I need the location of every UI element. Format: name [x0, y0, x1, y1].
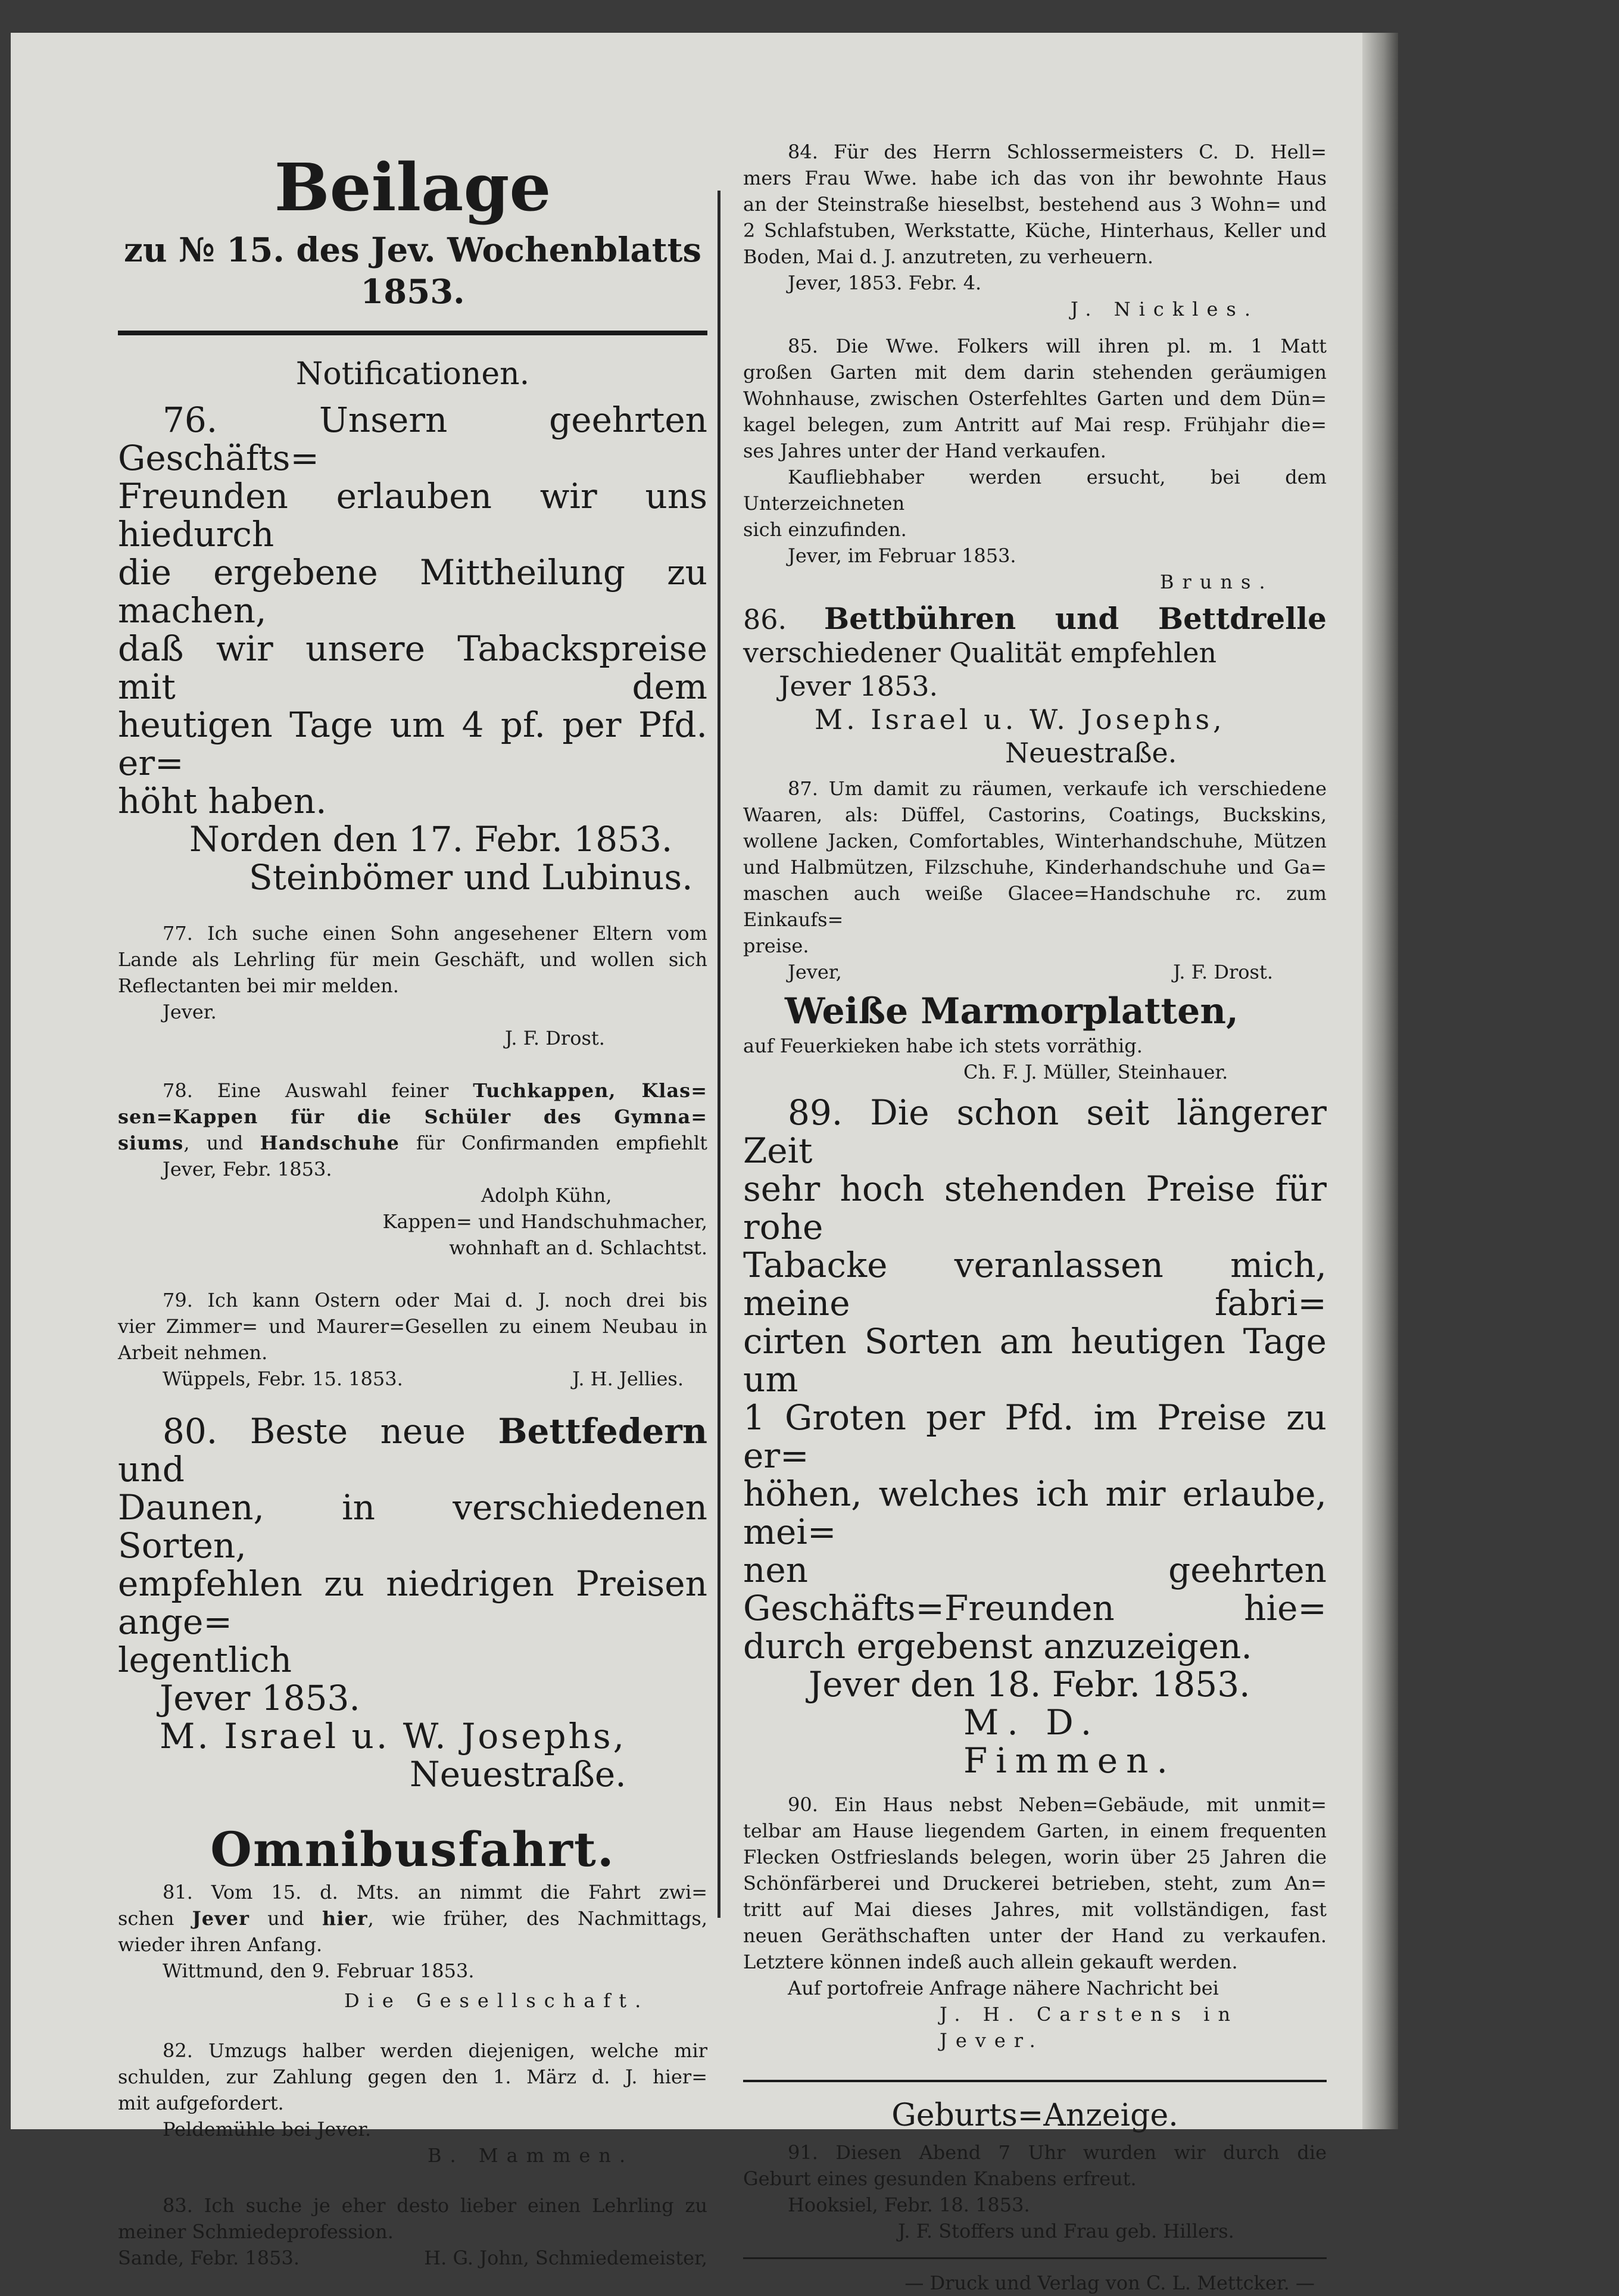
notice-80: 80. Beste neue Bettfedern und Daunen, in verschiedenen Sorten, empfehlen zu niedrigen Preisen ange= legentlich Jever 1853. M. Israel u. W. Josephs, Neuestraße.	[118, 1411, 707, 1795]
birth-rule	[743, 2080, 1327, 2082]
notice-85-signer: Bruns.	[1160, 571, 1274, 593]
right-column	[743, 33, 1327, 2296]
supplement-title: Beilage	[274, 149, 551, 226]
notice-76-signer: Steinbömer und Lubinus.	[249, 857, 693, 898]
notice-82: 82. Umzugs halber werden diejenigen, welche mir schulden, zur Zahlung gegen den 1. März d. J. hier= mit aufgefordert. Peldemühle bei Jever. B. Mammen.	[118, 2038, 707, 2169]
notice-87: 87. Um damit zu räumen, verkaufe ich verschiedene Waaren, als: Düffel, Castorins, Coatings, Buckskins, wollene Jacken, Comfortables, Winterhandschuhe, Mützen und Halbmützen, Filzschuhe, Kinderhandschuhe und Ga= maschen auch weiße Glacee=Handschuhe rc. zum Einkaufs= preise. Jever, J. F. Drost.	[743, 777, 1327, 983]
birth-heading: Geburts=Anzeige.	[891, 2098, 1178, 2133]
notice-84-signer: J. Nickles.	[1071, 298, 1259, 320]
notice-76-place: Norden den 17. Febr. 1853.	[189, 819, 673, 859]
notice-83: 83. Ich suche je eher desto lieber einen Lehrling zu meiner Schmiedeprofession. Sande, Febr. 1853. H. G. John, Schmiedemeister,	[118, 2194, 707, 2269]
notice-77: 77. Ich suche einen Sohn angesehener Eltern vom Lande als Lehrling für mein Geschäft, und wollen sich Reflectanten bei mir melden. Jever. J. F. Drost.	[118, 920, 707, 1051]
column-divider	[718, 191, 720, 1918]
header-rule	[118, 331, 707, 335]
omnibus-heading: Omnibusfahrt.	[210, 1821, 615, 1877]
notice-85: 85. Die Wwe. Folkers will ihren pl. m. 1 Matt großen Garten mit dem darin stehenden geräumigen Wohnhause, zwischen Osterfehltes Garten und dem Dün= kagel belegen, zum Antritt auf Mai resp. Frühjahr die= ses Jahres unter der Hand verkaufen. Kaufliebhaber werden ersucht, bei dem Unterzeichneten sich einzufinden. Jever, im Februar 1853. Bruns.	[743, 333, 1327, 595]
notice-89-signer: M. D. Fimmen.	[963, 1702, 1176, 1781]
notice-82-signer: B. Mammen.	[428, 2144, 634, 2167]
omnibus-signer: Die Gesellschaft.	[344, 1989, 650, 2012]
supplement-subtitle: zu № 15. des Jev. Wochenblatts 1853.	[124, 230, 701, 311]
notice-81: 81. Vom 15. d. Mts. an nimmt die Fahrt zwi= schen Jever und hier, wie früher, des Nachmittags, wieder ihren Anfang. Wittmund, den 9. Februar 1853. Die Gesellschaft.	[118, 1879, 707, 2014]
left-column	[118, 33, 707, 2271]
notice-78: 78. Eine Auswahl feiner Tuchkappen, Klas= sen=Kappen für die Schüler des Gymna= siums, und Handschuhe für Confirmanden empfiehlt Jever, Febr. 1853. Adolph Kühn, Kappen= und Handschuhmacher, wohnhaft an d. Schlachtst.	[118, 1079, 708, 1259]
notice-79: 79. Ich kann Ostern oder Mai d. J. noch drei bis vier Zimmer= und Maurer=Gesellen zu einem Neubau in Arbeit nehmen. Wüppels, Febr. 15. 1853. J. H. Jellies.	[118, 1287, 707, 1392]
notice-86: 86. Bettbühren und Bettdrelle verschiedener Qualität empfehlen Jever 1853. M. Israel u. W. Josephs, Neuestraße.	[743, 601, 1327, 769]
page-edge	[1362, 33, 1398, 2129]
notice-84: 84. Für des Herrn Schlossermeisters C. D. Hell= mers Frau Wwe. habe ich das von ihr bewohnte Haus an der Steinstraße hieselbst, bestehend aus 3 Wohn= und 2 Schlafstuben, Werkstatte, Küche, Hinterhaus, Keller und Boden, Mai d. J. anzutreten, zu verheuern. Jever, 1853. Febr. 4. J. Nickles.	[743, 139, 1327, 322]
notice-88: Weiße Marmorplatten, auf Feuerkieken habe ich stets vorräthig. Ch. F. J. Müller, Steinhauer.	[743, 990, 1239, 1083]
notice-79-signer: J. H. Jellies.	[572, 1367, 684, 1390]
notice-77-signer: J. F. Drost.	[505, 1027, 605, 1049]
printer-imprint: — Druck und Verlag von C. L. Mettcker. —	[904, 2272, 1315, 2294]
notice-90: 90. Ein Haus nebst Neben=Gebäude, mit unmit= telbar am Hause liegendem Garten, in einem frequenten Flecken Ostfrieslands belegen, worin über 25 Jahren die Schönfärberei und Druckerei betrieben, steht, zum An= tritt auf Mai dieses Jahres, mit vollständigen, fast neuen Geräthschaften unter der Hand zu verkaufen. Letztere können indeß auch allein gekauft werden. Auf portofreie Anfrage nähere Nachricht bei J. H. Carstens in Jever.	[743, 1792, 1327, 2054]
notice-89: 89. Die schon seit längerer Zeit sehr hoch stehenden Preise für rohe Tabacke veranlassen mich, meine fabri= cirten Sorten am heutigen Tage um 1 Groten per Pfd. im Preise zu er= höhen, welches ich mir erlaube, mei= nen geehrten Geschäfts=Freunden hie= durch ergebenst anzuzeigen. Jever den 18. Febr. 1853. M. D. Fimmen.	[743, 1092, 1327, 1781]
notice-76: 76. Unsern geehrten Geschäfts= Freunden erlauben wir uns hiedurch die ergebene Mittheilung zu machen, daß wir unsere Tabackspreise mit dem heutigen Tage um 4 pf. per Pfd. er= höht haben. Norden den 17. Febr. 1853. Steinbömer und Lubinus.	[118, 400, 707, 898]
newspaper-page	[11, 33, 1362, 2294]
notice-91: 91. Diesen Abend 7 Uhr wurden wir durch die Geburt eines gesunden Knabens erfreut. Hooksiel, Febr. 18. 1853. J. F. Stoffers und Frau geb. Hillers.	[743, 2141, 1327, 2242]
notice-90-signer: J. H. Carstens in Jever.	[940, 2003, 1239, 2052]
section-heading: Notificationen.	[295, 356, 530, 392]
footer-rule	[743, 2257, 1327, 2259]
